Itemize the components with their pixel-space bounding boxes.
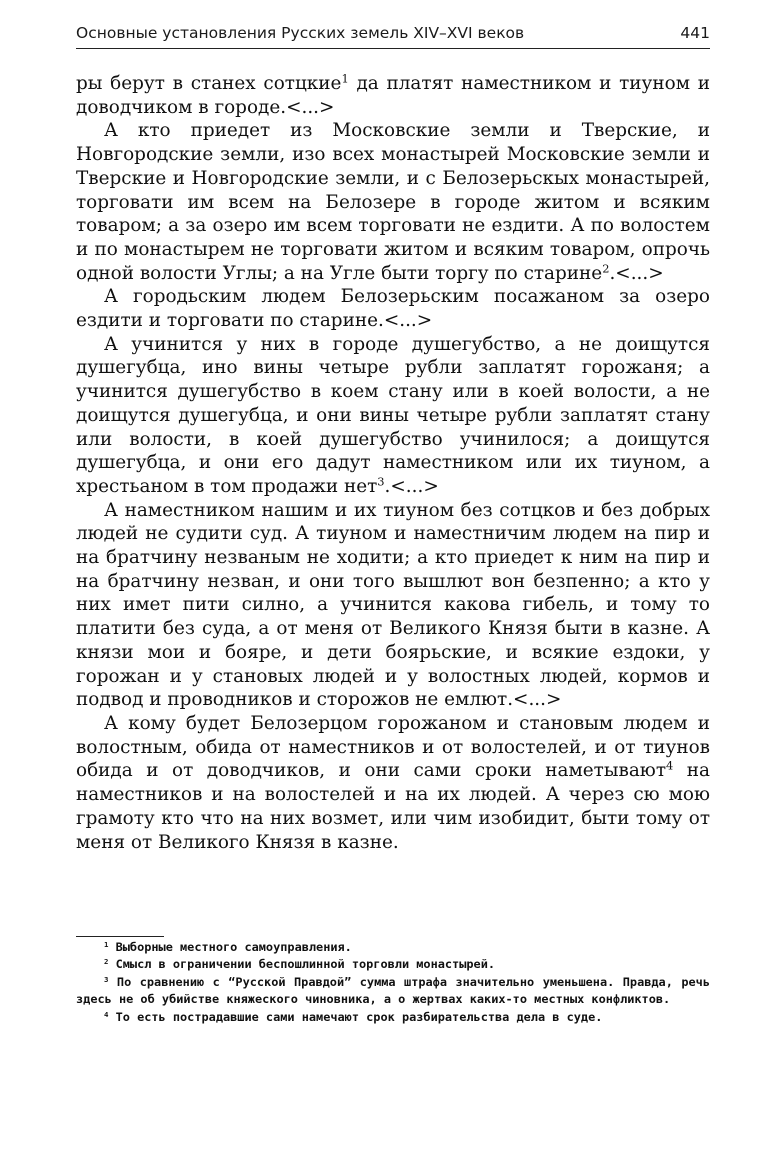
page-number: 441 (680, 24, 710, 42)
paragraph-text: на наместников и на волостелей и на их людей. А через сю мою грамоту кто что на них возмет, или чим изобидит, быти тому от меня от Великого Князя в казне. (76, 760, 710, 853)
running-title: Основные установления Русских земель XIV–XVI веков (76, 24, 525, 42)
footnote-text: По сравнению с “Русской Правдой” сумма штрафа значительно уменьшена. Правда, речь здесь не об убийстве княжеского чиновника, а о жертвах каких-то местных конфликтов. (76, 974, 710, 1007)
paragraph-text: ры берут в станех сотцкие (76, 73, 342, 94)
footnotes (76, 939, 710, 1026)
paragraph-text: А кто приедет из Московские земли и Тверские, и Новгородские земли, изо всех монастырей Московские земли и Тверские и Новгородские земли, и с Белозерьскых монастырей, торговати им всем на Белозере в городе житом и всяким товаром; а за озеро им всем торговати не ездити. А по волостем и по монастырем не торговати житом и всяким товаром, опрочь одной волости Углы; а на Угле быти торгу по старине (76, 120, 710, 284)
paragraph (76, 285, 710, 332)
footnote-text: Смысл в ограничении беспошлинной торговли монастырей. (108, 957, 496, 972)
footnote (76, 956, 710, 973)
paragraph-text: А наместником нашим и их тиуном без сотцков и без добрых людей не судити суд. А тиуном и наместничим людем на пир и на братчину незваным не ходити; а кто приедет к ним на пир и на братчину незван, и они того вышлют вон безпенно; а кто у них имет пити силно, а учинится какова гибель, и тому то платити без суда, а от меня от Великого Князя быти в казне. А князи мои и бояре, и дети боярьские, и всякие ездоки, у горожан и у становых людей и у волостных людей, кормов и подвод и проводников и сторожов не емлют.<...> (76, 499, 710, 711)
paragraph-text: .<...> (384, 475, 439, 497)
footnote (76, 1009, 710, 1026)
footnote-ref: 3 (377, 474, 385, 489)
paragraph (76, 333, 710, 499)
footnote-text: То есть пострадавшие сами намечают срок разбирательства дела в суде. (108, 1009, 603, 1024)
footnote-number: 4 (104, 1009, 109, 1019)
footnote-ref: 2 (602, 261, 610, 276)
paragraph (76, 712, 710, 854)
footnote-number: 3 (104, 974, 109, 984)
paragraph (76, 499, 710, 712)
footnote-number: 1 (104, 939, 109, 949)
paragraph-text: А городьским людем Белозерьским посажаном за озеро ездити и торговати по старине.<...> (76, 286, 710, 332)
footnote-divider (76, 936, 164, 937)
main-text (76, 72, 710, 854)
footnote (76, 939, 710, 956)
paragraph-text: да платят наместником и тиуном и доводчиком в городе.<...> (76, 73, 711, 118)
paragraph-text: .<...> (609, 262, 664, 284)
paragraph-text: А кому будет Белозерцом горожаном и становым людем и волостным, обида от наместников и от волостелей, и от тиунов обида и от доводчиков, и они сами сроки наметывают (76, 712, 710, 782)
footnote-text: Выборные местного самоуправления. (108, 940, 352, 954)
footnote-ref: 1 (341, 71, 349, 86)
footnote-ref: 4 (666, 759, 674, 774)
paragraph-text: А учинится у них в городе душегубство, а не доищутся душегубца, ино вины четыре рубли заплатят горожаня; а учинится душегубство в коем стану или в коей волости, а не доищутся душегубца, и они вины четыре рубли заплатят стану или волости, в коей душегубство учинилося; а доищутся душегубца, и они его дадут наместником или их тиуном, а хрестьаном в том продажи нет (76, 333, 710, 497)
paragraph (76, 72, 710, 119)
paragraph (76, 119, 710, 285)
footnote (76, 974, 710, 1009)
footnote-number: 2 (104, 957, 109, 967)
running-head (76, 22, 710, 49)
